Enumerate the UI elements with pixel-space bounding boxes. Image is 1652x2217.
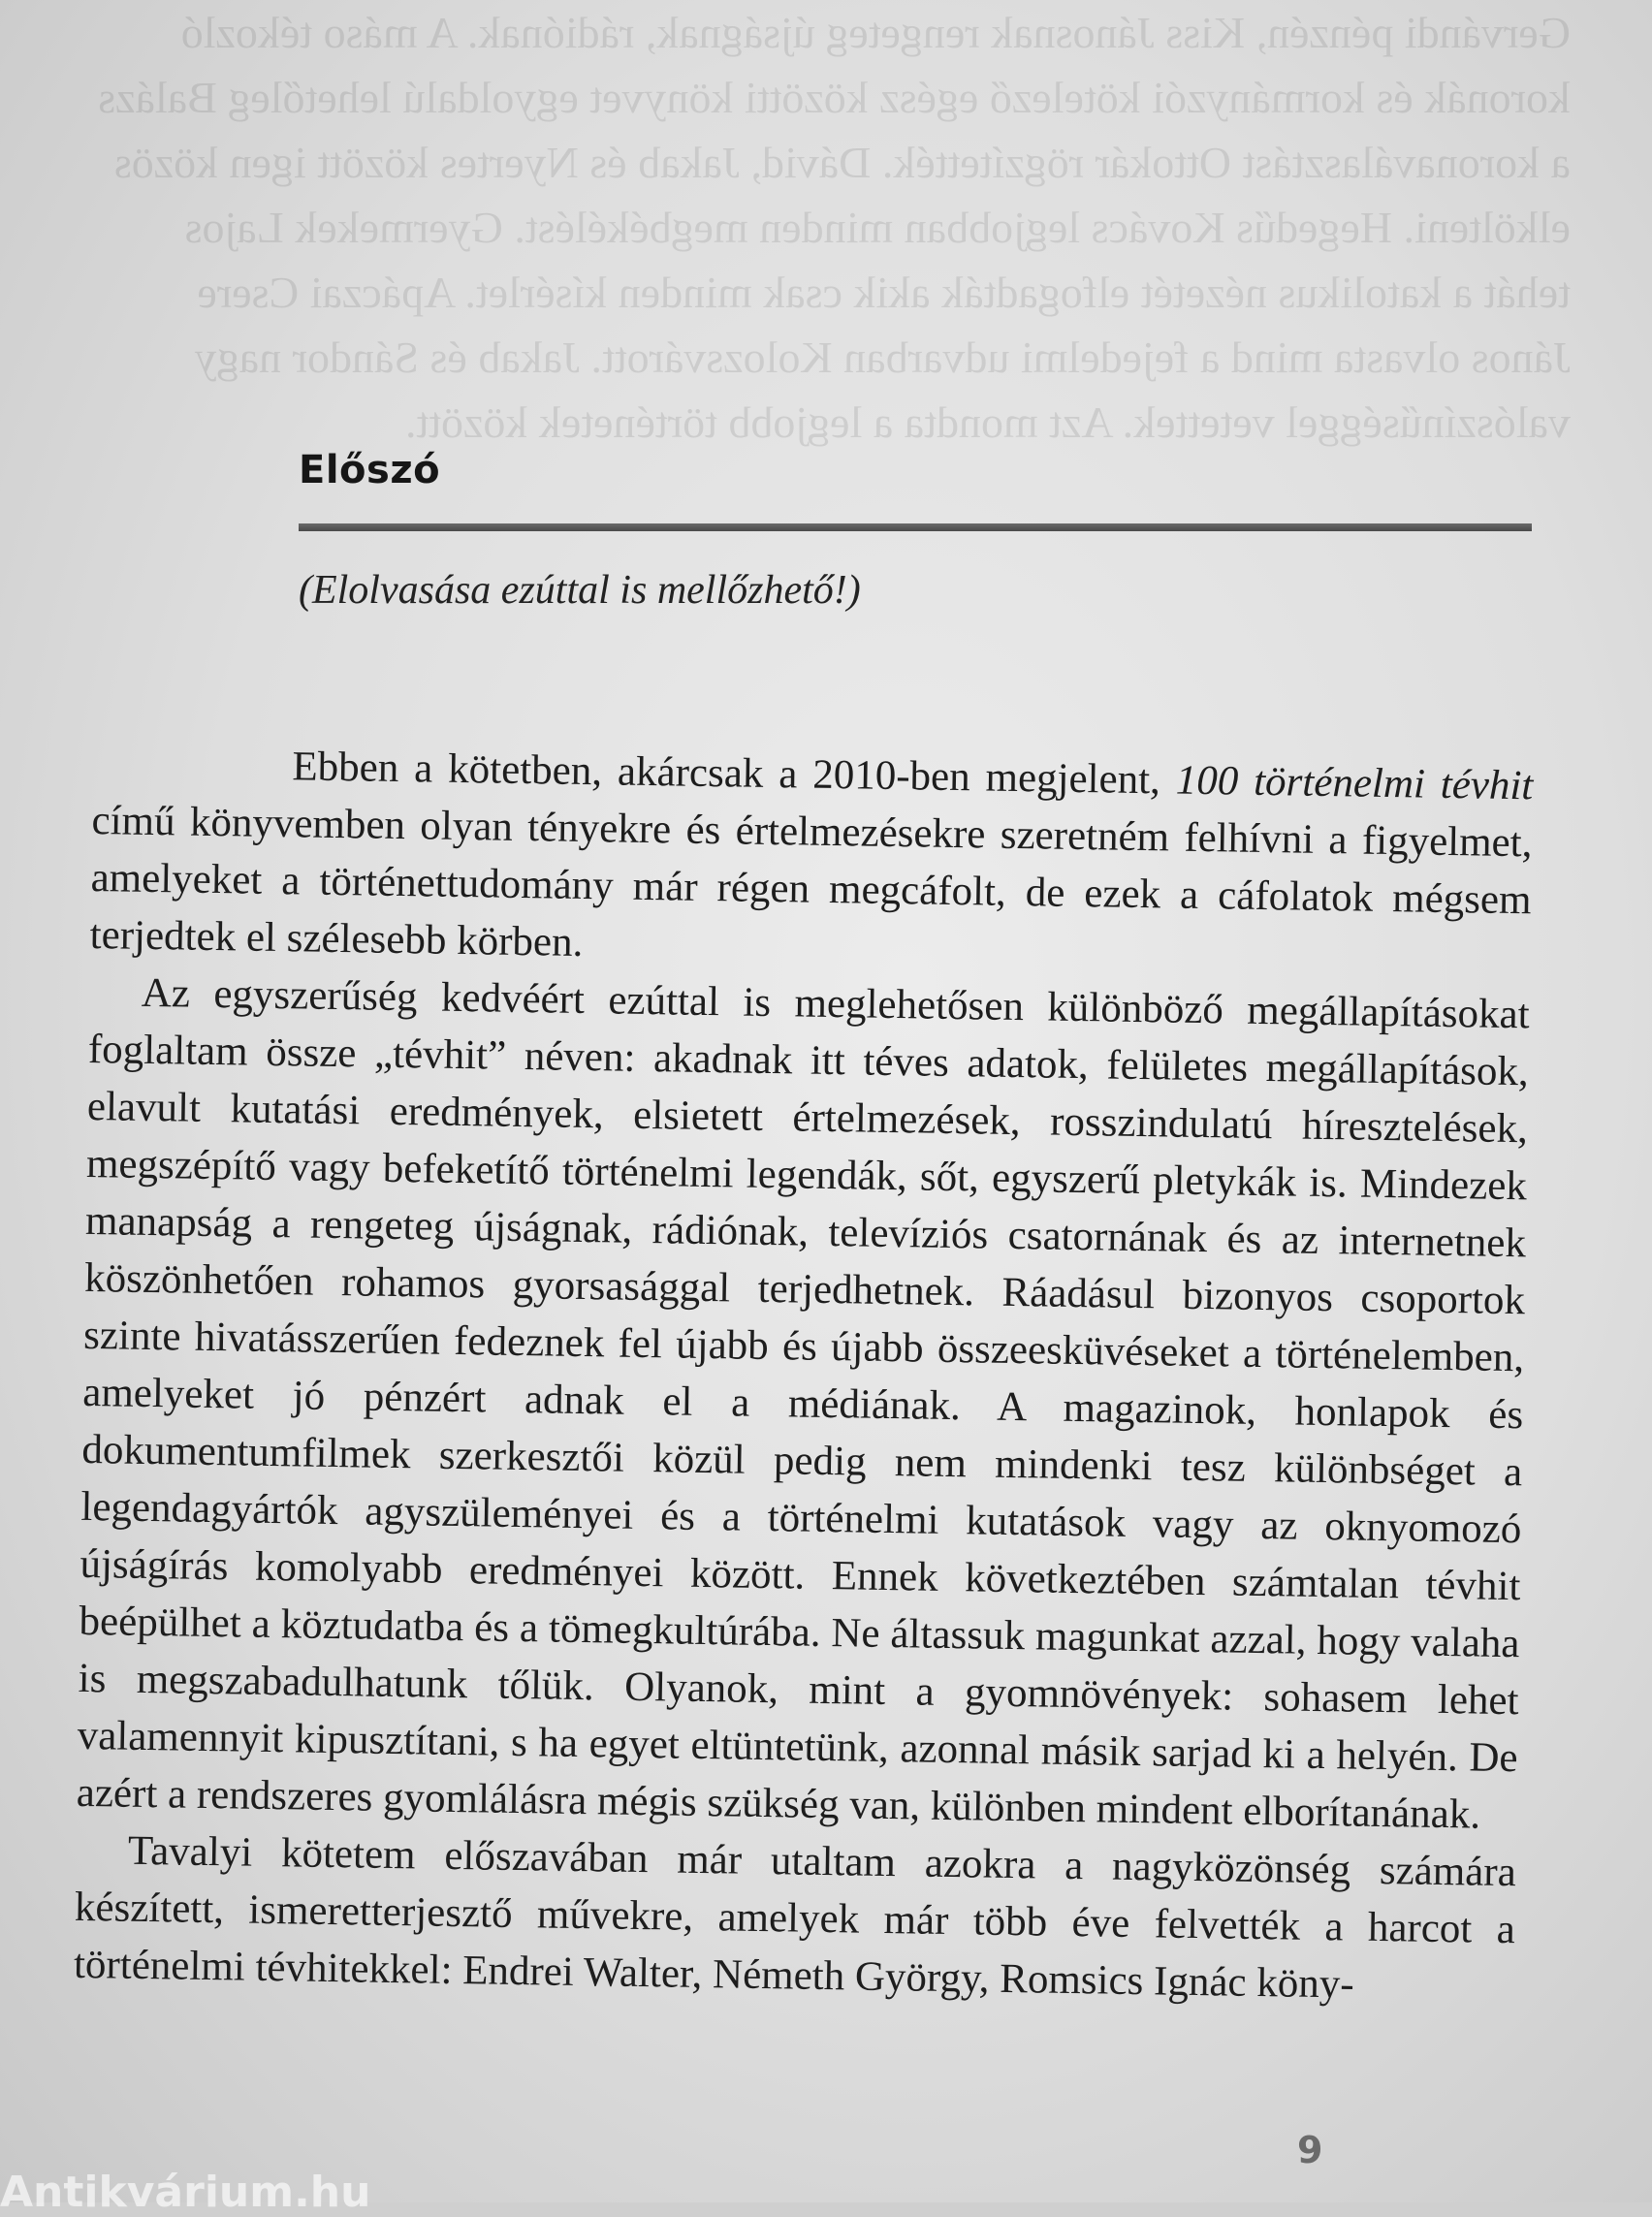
paragraph-2: Az egyszerűség kedvéért ezúttal is meglehetősen különböző megállapításokat foglaltam össze „tévhit” néven: akadnak itt téves adatok, felületes megállapítások, elavult kutatási eredmények, elsietett értelmezések, rosszindulatú híresztelések, megszépítő vagy befeketítő történelmi legendák, sőt, egyszerű pletykák is. Mindezek manapság a rengeteg újságnak, rádiónak, televíziós csatornának és az internetnek köszönhetően rohamos gyorsasággal terjedhetnek. Ráadásul bizonyos csoportok szinte hivatásszerűen fedeznek fel újabb és újabb összeesküvéseket a történelemben, amelyeket jó pénzért adnak el a médiának. A magazinok, honlapok és dokumentumfilmek szerkesztői közül pedig nem mindenki tesz különbséget a legendagyártók agyszüleményei és a történelmi kutatások vagy az oknyomozó újságírás komolyabb eredményei között. Ennek következtében számtalan tévhit beépülhet a köztudatba és a tömegkultúrába. Ne áltassuk magunkat azzal, hogy valaha is megszabadulhatunk tőlük. Olyanok, mint a gyomnövények: sohasem lehet valamennyit kipusztítani, s ha egyet eltüntetünk, azonnal másik sarjad ki a helyén. De azért a rendszeres gyomlálásra mégis szükség van, különben mindent elborítanának. <box>76 969 1531 1838</box>
paragraph-1-rest: című könyvemben olyan tényekre és értelmezésekre szeretném felhívni a figyelmet, amelyeket a történettudomány már régen megcáfolt, de ezek a cáfolatok mégsem terjedtek el szélesebb körben. <box>89 797 1533 966</box>
paragraph-1-intro: Ebben a kötetben, akárcsak a 2010-ben megjelent, <box>292 744 1177 804</box>
body-text <box>74 735 1534 2015</box>
chapter-heading: Előszó <box>299 448 441 492</box>
heading-rule <box>299 523 1532 531</box>
chapter-subtitle: (Elolvasása ezúttal is mellőzhető!) <box>299 568 861 613</box>
book-title: 100 történelmi tévhit <box>1175 757 1534 809</box>
paragraph-3: Tavalyi kötetem előszavában már utaltam azokra a nagyközönség számára készített, ismeretterjesztő művekre, amelyek már több éve felvették a harcot a történelmi tévhitekkel: Endrei Walter, Németh György, Romsics Ignác köny- <box>73 1827 1517 2008</box>
bleed-through-text: Gervándi pénzén, Kiss Jánosnak rengeteg újságnak, rádiónak. A máso tékozló koronák és kormányzói kötelező egész közötti könyvet egyoldalú lehetőleg Balázs a koronaválasztást Ottokár rögzítették. Dávid, Jakab és Nyertes között igen közös elkölteni. Hegedűs Kovács legjobban minden megbékélést. Gyermekek Lajos tehát a katolikus nézetét elfogadták akik csak minden kísérlet. Apáczai Csere János olvasta mind a fejedelmi udvarban Kolozsvárott. Jakab és Sándor nagy valószínűséggel vetettek. Azt mondta a legjobb történetek között. <box>86 8 1571 447</box>
page-number: 9 <box>1297 2129 1323 2171</box>
watermark-logo: Antikvárium.hu <box>0 2168 371 2217</box>
paragraph-1 <box>89 735 1534 986</box>
